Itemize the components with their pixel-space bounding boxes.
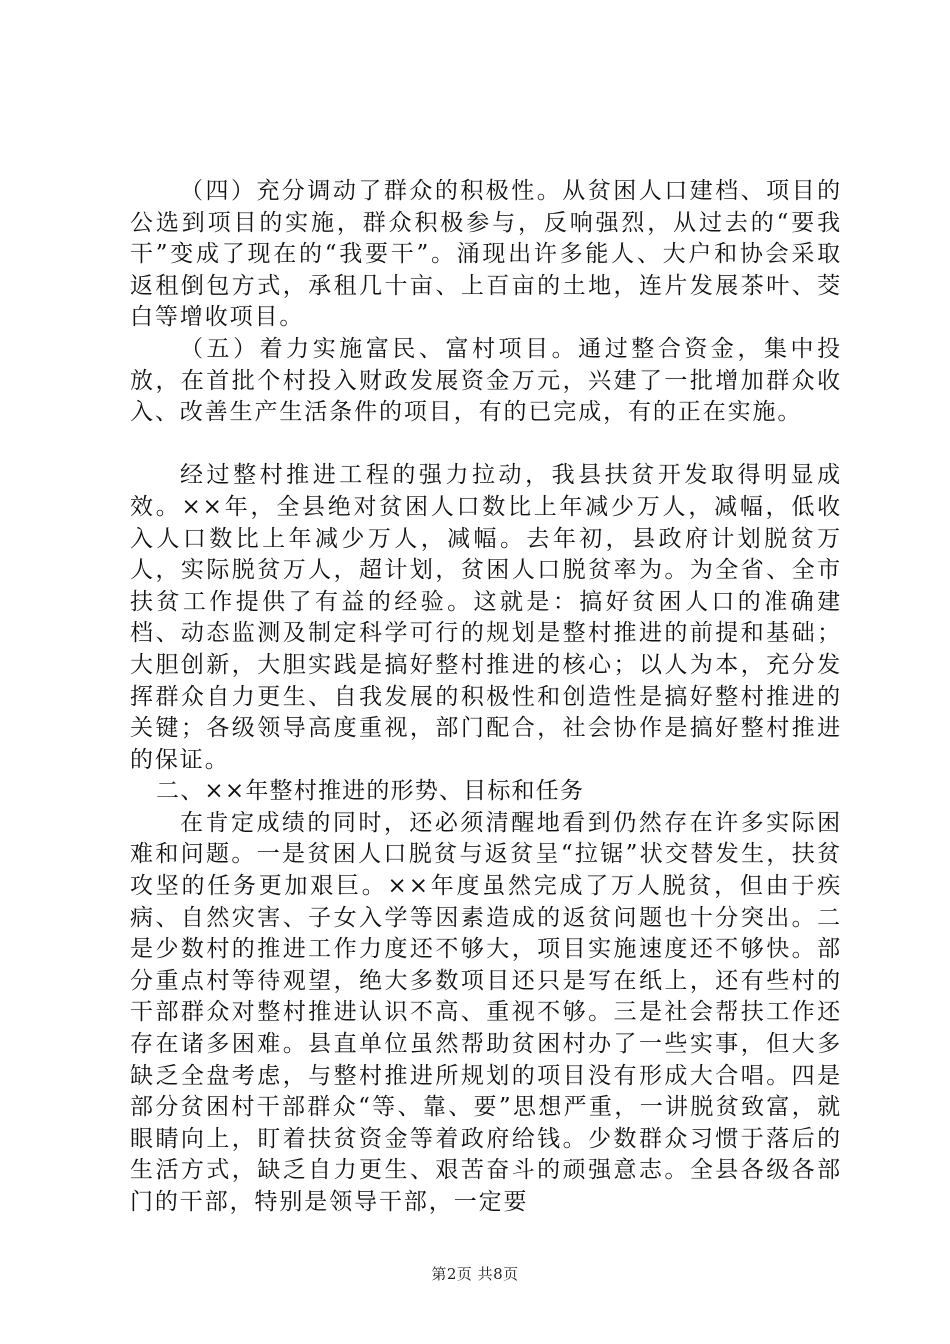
section-heading: 二、××年整村推进的形势、目标和任务: [156, 778, 585, 805]
page-number-footer: 第2页 共8页: [431, 1265, 519, 1283]
document-body: [130, 176, 842, 1219]
paragraph-mobilize-masses: （四）充分调动了群众的积极性。从贫困人口建档、项目的公选到项目的实施，群众积极参与，反响强烈，从过去的“要我干”变成了现在的“我要干”。涌现出许多能人、大户和协会采取返租倒包方式，承租几十亩、上百亩的土地，连片发展茶叶、茭白等增收项目。: [130, 178, 842, 331]
paragraph-difficulties: 在肯定成绩的同时，还必须清醒地看到仍然存在许多实际困难和问题。一是贫困人口脱贫与返贫呈“拉锯”状交替发生，扶贫攻坚的任务更加艰巨。××年度虽然完成了万人脱贫，但由于疾病、自然灾害、子女入学等因素造成的返贫问题也十分突出。二是少数村的推进工作力度还不够大，项目实施速度还不够快。部分重点村等待观望，绝大多数项目还只是写在纸上，还有些村的干部群众对整村推进认识不高、重视不够。三是社会帮扶工作还存在诸多困难。县直单位虽然帮助贫困村办了一些实事，但大多缺乏全盘考虑，与整村推进所规划的项目没有形成大合唱。四是部分贫困村干部群众“等、靠、要”思想严重，一讲脱贫致富，就眼睛向上，盯着扶贫资金等着政府给钱。少数群众习惯于落后的生活方式，缺乏自力更生、艰苦奋斗的顽强意志。全县各级各部门的干部，特别是领导干部，一定要: [130, 809, 842, 1215]
paragraph-achievements: 经过整村推进工程的强力拉动，我县扶贫开发取得明显成效。××年，全县绝对贫困人口数比上年减少万人，减幅，低收入人口数比上年减少万人，减幅。去年初，县政府计划脱贫万人，实际脱贫万人，超计划，贫困人口脱贫率为。为全省、全市扶贫工作提供了有益的经验。这就是：搞好贫困人口的准确建档、动态监测及制定科学可行的规划是整村推进的前提和基础；大胆创新，大胆实践是搞好整村推进的核心；以人为本，充分发挥群众自力更生、自我发展的积极性和创造性是搞好整村推进的关键；各级领导高度重视，部门配合，社会协作是搞好整村推进的保证。: [130, 462, 842, 773]
paragraph-rich-village-projects: （五）着力实施富民、富村项目。通过整合资金，集中投放，在首批个村投入财政发展资金万元，兴建了一批增加群众收入、改善生产生活条件的项目，有的已完成，有的正在实施。: [130, 335, 842, 426]
